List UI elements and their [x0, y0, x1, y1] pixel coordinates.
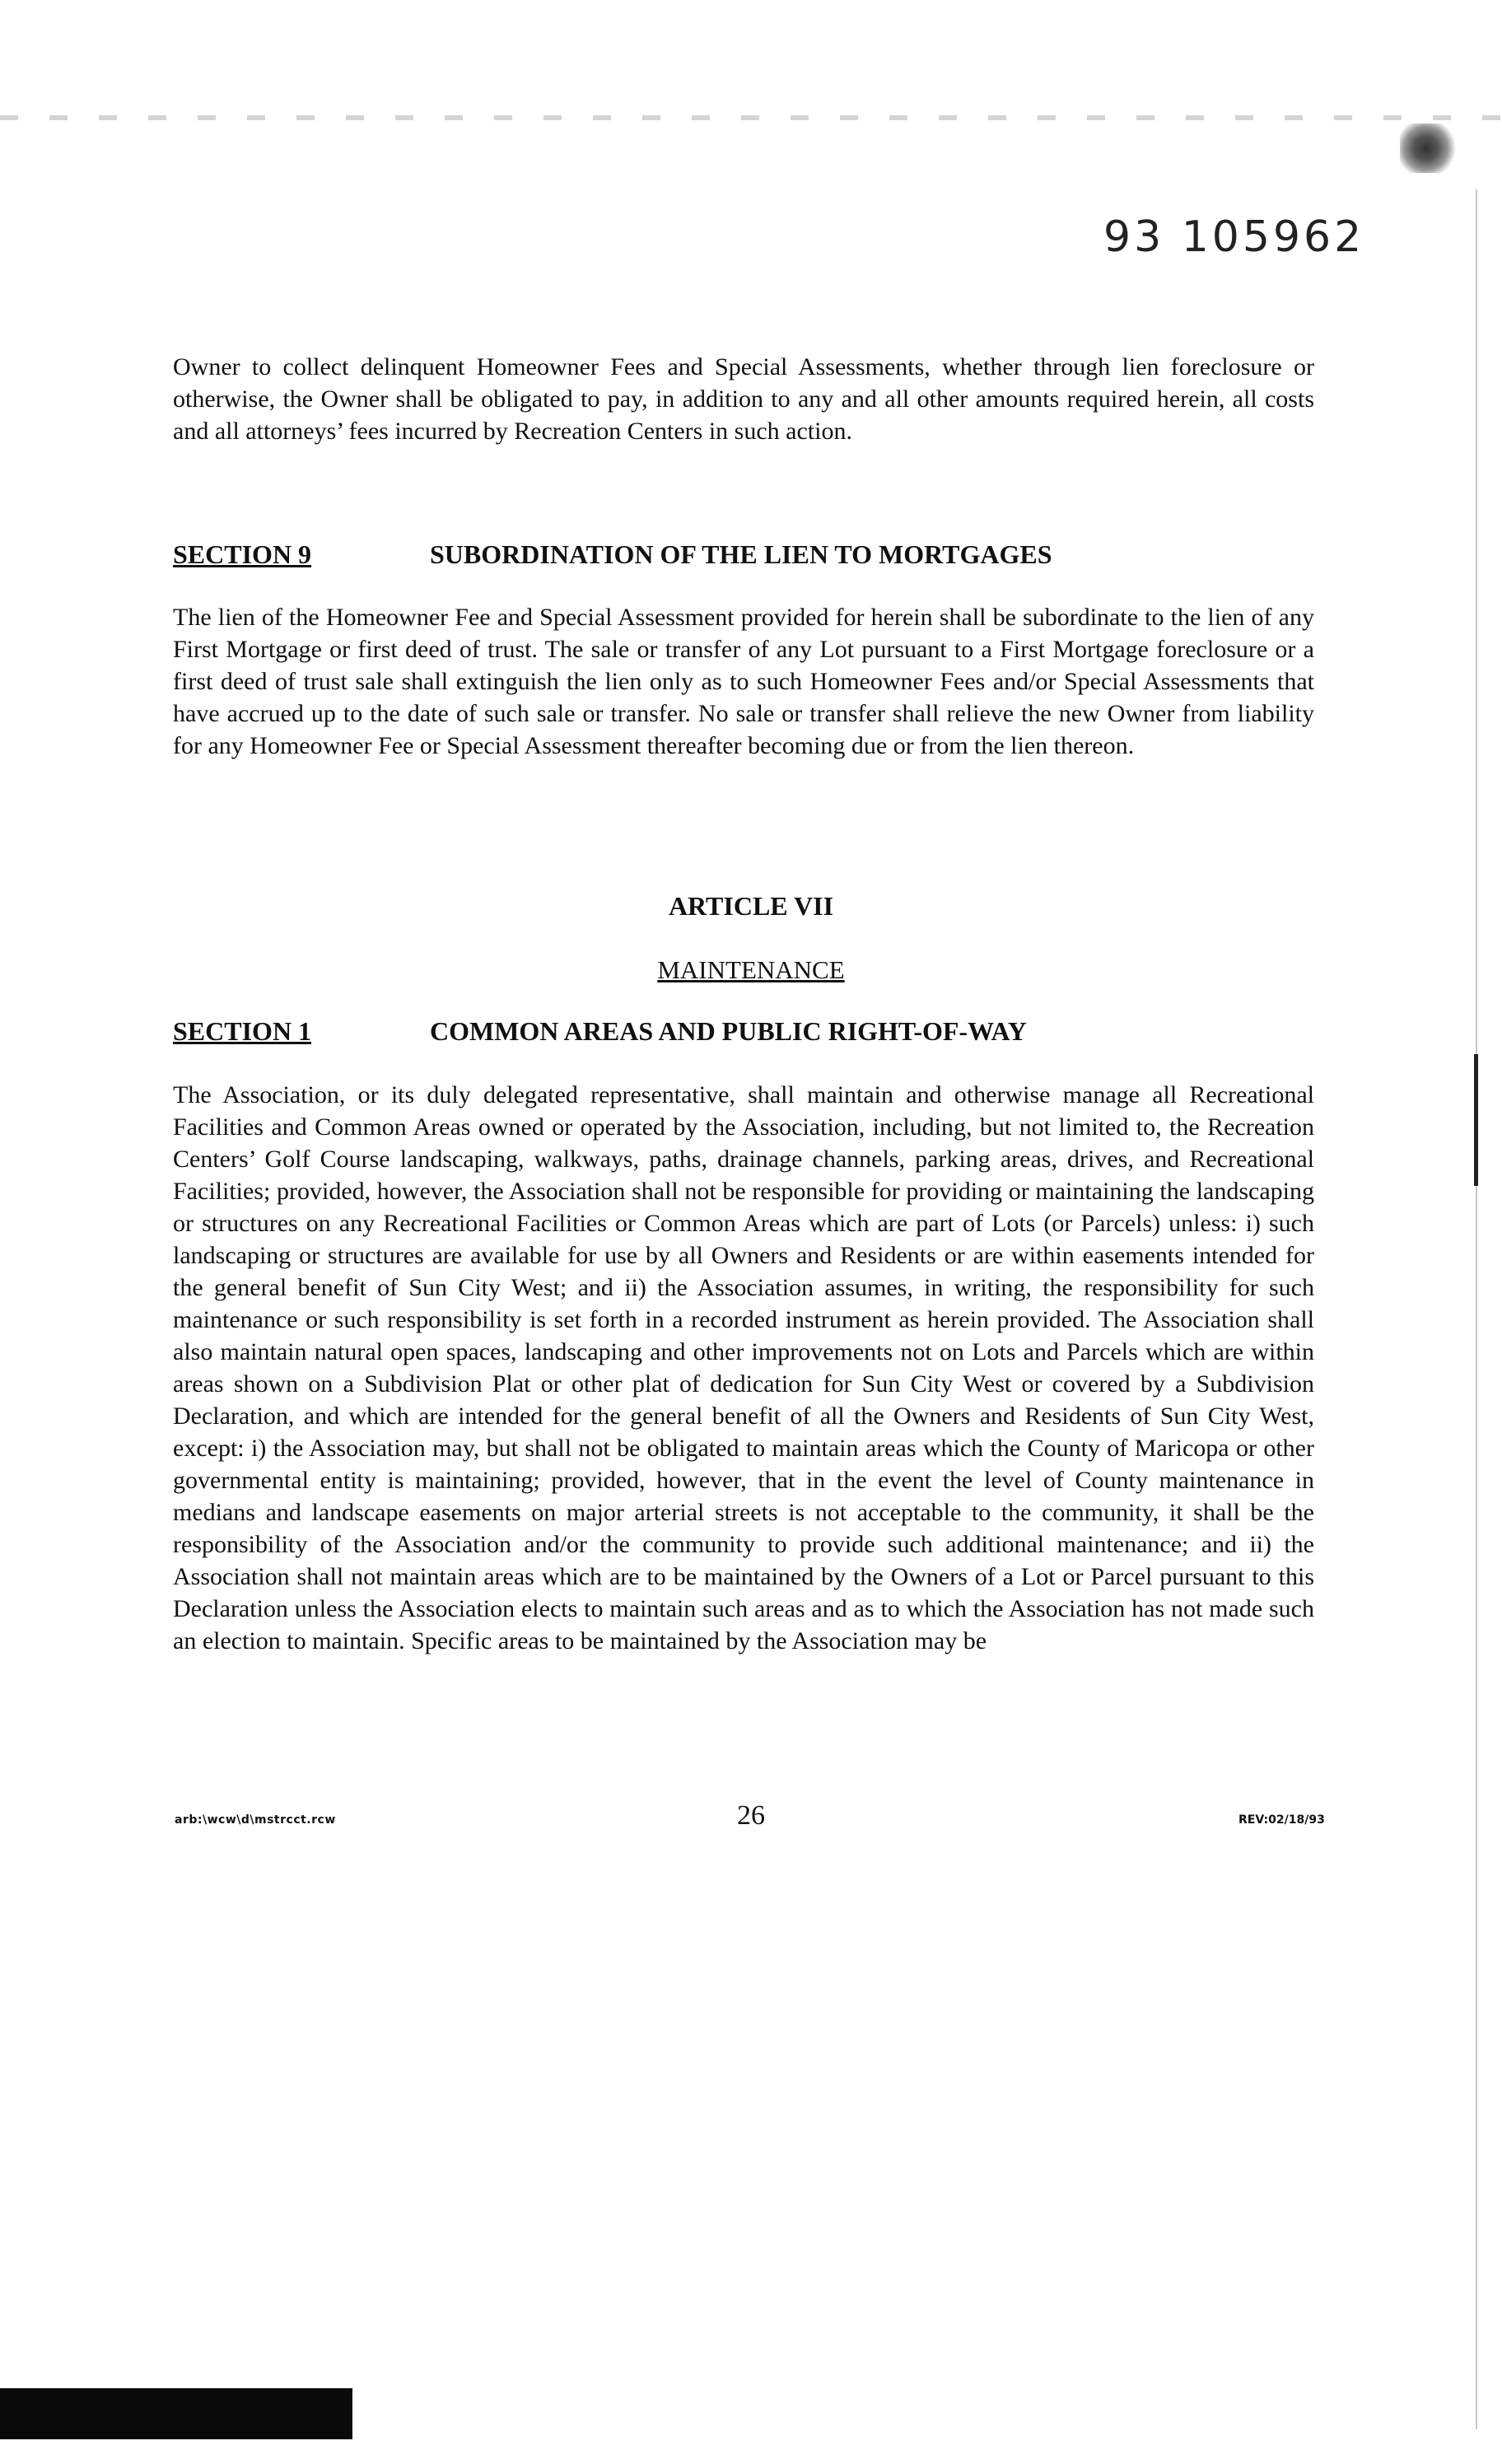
scan-blob-mark: [1400, 124, 1458, 173]
scan-noise-top: [0, 115, 1502, 120]
section-1-label: SECTION 1: [173, 1016, 312, 1046]
section-9-title: SUBORDINATION OF THE LIEN TO MORTGAGES: [430, 539, 1052, 569]
article-heading: ARTICLE VII: [668, 891, 834, 921]
scan-bottom-bar: [0, 2388, 352, 2439]
continuation-paragraph: Owner to collect delinquent Homeowner Fees and Special Assessments, whether through lien foreclosure or otherwise, the Owner shall be obligated to pay, in addition to any and all other amounts required herein, all costs and all attorneys’ fees incurred by Recreation Centers in such action.: [173, 353, 1314, 445]
section-9-text: The lien of the Homeowner Fee and Special Assessment provided for herein shall be subordinate to the lien of any First Mortgage or first deed of trust. The sale or transfer of any Lot pursuant to a First Mortgage foreclosure or a first deed of trust sale shall extinguish the lien only as to such Homeowner Fees and/or Special Assessments that have accrued up to the date of such sale or transfer. No sale or transfer shall relieve the new Owner from liability for any Homeowner Fee or Special Assessment thereafter becoming due or from the lien thereon.: [173, 604, 1314, 759]
scan-margin-bar: [1474, 1054, 1478, 1186]
footer-revision: REV:02/18/93: [1238, 1813, 1325, 1827]
footer-file-path: arb:\wcw\d\mstrcct.rcw: [175, 1813, 336, 1827]
section-1-title: COMMON AREAS AND PUBLIC RIGHT-OF-WAY: [430, 1016, 1027, 1046]
recording-number: 93 105962: [1103, 212, 1365, 262]
section-9-label: SECTION 9: [173, 539, 312, 569]
scan-edge-line: [1476, 189, 1477, 2429]
article-subheading: MAINTENANCE: [657, 955, 845, 984]
footer-page-number: 26: [737, 1800, 765, 1831]
section-1-text: The Association, or its duly delegated representative, shall maintain and otherwise manage all Recreational Facilities and Common Areas owned or operated by the Association, including, but not limited to, the Recreation Centers’ Golf Course landscaping, walkways, paths, drainage channels, parking areas, drives, and Recreational Facilities; provided, however, the Association shall not be responsible for providing or maintaining the landscaping or structures on any Recreational Facilities or Common Areas which are part of Lots (or Parcels) unless: i) such landscaping or structures are available for use by all Owners and Residents or are within easements intended for the general benefit of Sun City West; and ii) the Association assumes, in writing, the responsibility for such maintenance or such responsibility is set forth in a recorded instrument as herein provided. The Association shall also maintain natural open spaces, landscaping and other improvements not on Lots and Parcels which are within areas shown on a Subdivision Plat or other plat of dedication for Sun City West or covered by a Subdivision Declaration, and which are intended for the general benefit of all the Owners and Residents of Sun City West, except: i) the Association may, but shall not be obligated to maintain areas which the County of Maricopa or other governmental entity is maintaining; provided, however, that in the event the level of County maintenance in medians and landscape easements on major arterial streets is not acceptable to the community, it shall be the responsibility of the Association and/or the community to provide such additional maintenance; and ii) the Association shall not maintain areas which are to be maintained by the Owners of a Lot or Parcel pursuant to this Declaration unless the Association elects to maintain such areas and as to which the Association has not made such an election to maintain. Specific areas to be maintained by the Association may be: [173, 1081, 1314, 1654]
